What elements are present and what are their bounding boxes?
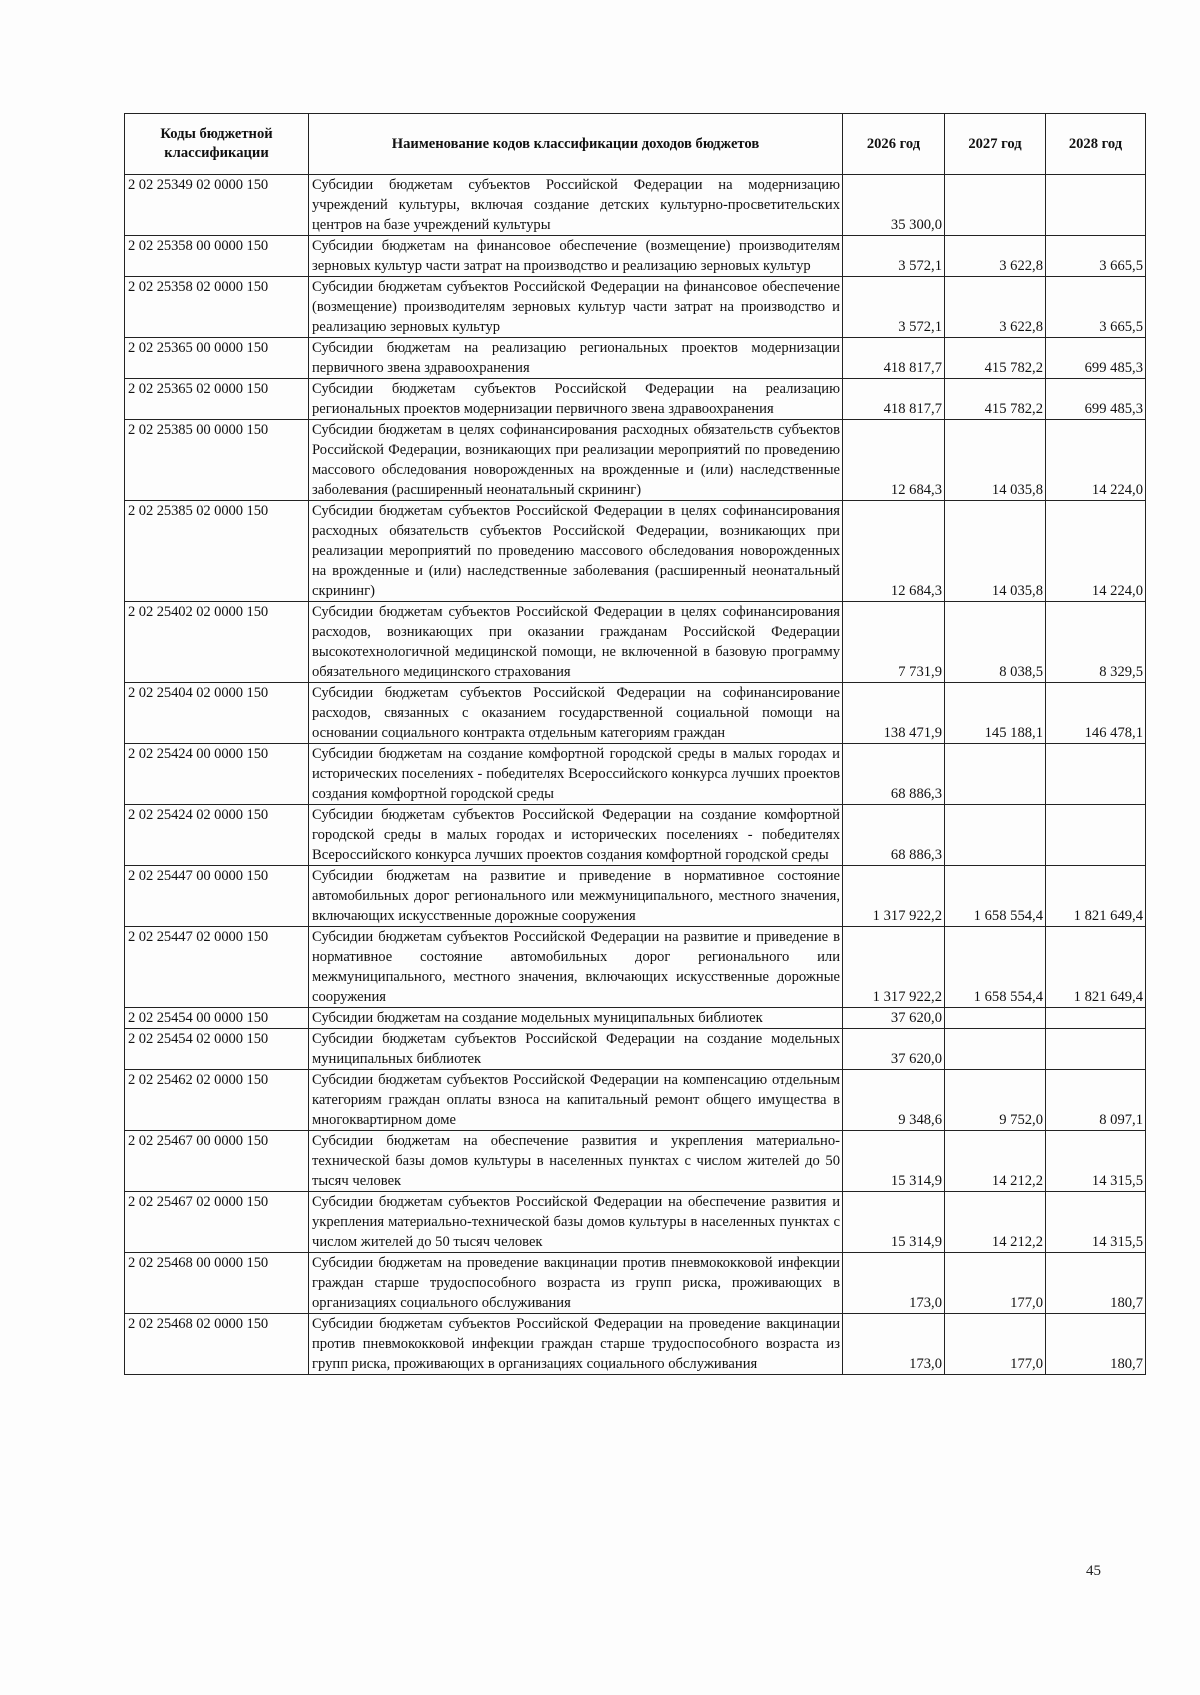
table-row [125,1314,1146,1375]
code-cell: 2 02 25468 02 0000 150 [125,1314,309,1375]
value-2028-cell: 14 315,5 [1046,1131,1146,1192]
table-row [125,338,1146,379]
value-2026-cell: 15 314,9 [843,1192,945,1253]
value-2026-cell: 3 572,1 [843,277,945,338]
name-cell: Субсидии бюджетам субъектов Российской Федерации на создание комфортной городской среды в малых городах и исторических поселениях - победителях Всероссийского конкурса лучших проектов создания комфортной городской среды [309,805,843,866]
value-2027-cell: 14 212,2 [945,1131,1046,1192]
header-2026: 2026 год [843,114,945,175]
table-row [125,805,1146,866]
name-cell: Субсидии бюджетам на развитие и приведение в нормативное состояние автомобильных дорог регионального или межмуниципального, местного значения, включающих искусственные дорожные сооружения [309,866,843,927]
value-2027-cell [945,744,1046,805]
table-row [125,277,1146,338]
value-2028-cell [1046,805,1146,866]
name-cell: Субсидии бюджетам в целях софинансирования расходных обязательств субъектов Российской Федерации, возникающих при реализации мероприятий по проведению массового обследования новорожденных на врожденные и (или) наследственные заболевания (расширенный неонатальный скрининг) [309,420,843,501]
value-2028-cell: 1 821 649,4 [1046,866,1146,927]
value-2026-cell: 68 886,3 [843,805,945,866]
table-row [125,602,1146,683]
table-row [125,744,1146,805]
table-row [125,420,1146,501]
value-2027-cell: 177,0 [945,1314,1046,1375]
value-2026-cell: 37 620,0 [843,1008,945,1029]
value-2027-cell: 1 658 554,4 [945,927,1046,1008]
name-cell: Субсидии бюджетам субъектов Российской Федерации в целях софинансирования расходных обязательств субъектов Российской Федерации, возникающих при реализации мероприятий по проведению массового обследования новорожденных на врожденные и (или) наследственные заболевания (расширенный неонатальный скрининг) [309,501,843,602]
value-2027-cell: 177,0 [945,1253,1046,1314]
table-row [125,236,1146,277]
table-row [125,1008,1146,1029]
name-cell: Субсидии бюджетам на проведение вакцинации против пневмококковой инфекции граждан старше трудоспособного возраста из групп риска, проживающих в организациях социального обслуживания [309,1253,843,1314]
value-2028-cell: 14 224,0 [1046,501,1146,602]
table-row [125,683,1146,744]
value-2028-cell [1046,744,1146,805]
header-2028: 2028 год [1046,114,1146,175]
table-row [125,1131,1146,1192]
code-cell: 2 02 25468 00 0000 150 [125,1253,309,1314]
value-2026-cell: 1 317 922,2 [843,866,945,927]
value-2027-cell: 3 622,8 [945,277,1046,338]
value-2026-cell: 9 348,6 [843,1070,945,1131]
name-cell: Субсидии бюджетам субъектов Российской Федерации на реализацию региональных проектов модернизации первичного звена здравоохранения [309,379,843,420]
value-2028-cell: 699 485,3 [1046,379,1146,420]
code-cell: 2 02 25404 02 0000 150 [125,683,309,744]
value-2026-cell: 35 300,0 [843,175,945,236]
table-row [125,866,1146,927]
value-2026-cell: 138 471,9 [843,683,945,744]
code-cell: 2 02 25365 02 0000 150 [125,379,309,420]
name-cell: Субсидии бюджетам на создание комфортной городской среды в малых городах и исторических поселениях - победителях Всероссийского конкурса лучших проектов создания комфортной городской среды [309,744,843,805]
name-cell: Субсидии бюджетам на реализацию региональных проектов модернизации первичного звена здравоохранения [309,338,843,379]
value-2027-cell [945,805,1046,866]
value-2027-cell [945,1029,1046,1070]
value-2028-cell: 180,7 [1046,1314,1146,1375]
code-cell: 2 02 25454 02 0000 150 [125,1029,309,1070]
value-2026-cell: 12 684,3 [843,501,945,602]
table-row [125,379,1146,420]
value-2028-cell: 146 478,1 [1046,683,1146,744]
code-cell: 2 02 25385 02 0000 150 [125,501,309,602]
code-cell: 2 02 25358 02 0000 150 [125,277,309,338]
table-row [125,1253,1146,1314]
header-2027: 2027 год [945,114,1046,175]
table-row [125,501,1146,602]
value-2027-cell: 9 752,0 [945,1070,1046,1131]
value-2026-cell: 418 817,7 [843,338,945,379]
table-row [125,1070,1146,1131]
value-2028-cell: 3 665,5 [1046,277,1146,338]
table-body [125,175,1146,1375]
value-2027-cell: 415 782,2 [945,379,1046,420]
value-2027-cell: 1 658 554,4 [945,866,1046,927]
header-code: Коды бюджетной классификации [125,114,309,175]
value-2026-cell: 418 817,7 [843,379,945,420]
code-cell: 2 02 25454 00 0000 150 [125,1008,309,1029]
code-cell: 2 02 25462 02 0000 150 [125,1070,309,1131]
code-cell: 2 02 25424 00 0000 150 [125,744,309,805]
value-2028-cell: 14 224,0 [1046,420,1146,501]
name-cell: Субсидии бюджетам субъектов Российской Федерации на создание модельных муниципальных библиотек [309,1029,843,1070]
name-cell: Субсидии бюджетам на создание модельных муниципальных библиотек [309,1008,843,1029]
table-row [125,175,1146,236]
value-2028-cell: 14 315,5 [1046,1192,1146,1253]
value-2028-cell: 699 485,3 [1046,338,1146,379]
value-2028-cell: 8 097,1 [1046,1070,1146,1131]
name-cell: Субсидии бюджетам субъектов Российской Федерации на компенсацию отдельным категориям граждан оплаты взноса на капитальный ремонт общего имущества в многоквартирном доме [309,1070,843,1131]
page-number: 45 [1086,1563,1101,1579]
budget-revenue-table [124,113,1146,1375]
value-2027-cell: 3 622,8 [945,236,1046,277]
value-2027-cell [945,175,1046,236]
header-name: Наименование кодов классификации доходов бюджетов [309,114,843,175]
value-2026-cell: 12 684,3 [843,420,945,501]
code-cell: 2 02 25349 02 0000 150 [125,175,309,236]
value-2028-cell [1046,1008,1146,1029]
value-2026-cell: 37 620,0 [843,1029,945,1070]
value-2026-cell: 173,0 [843,1253,945,1314]
table-row [125,1192,1146,1253]
table-row [125,1029,1146,1070]
code-cell: 2 02 25467 02 0000 150 [125,1192,309,1253]
value-2028-cell: 180,7 [1046,1253,1146,1314]
value-2027-cell: 145 188,1 [945,683,1046,744]
value-2026-cell: 7 731,9 [843,602,945,683]
value-2026-cell: 1 317 922,2 [843,927,945,1008]
value-2027-cell: 415 782,2 [945,338,1046,379]
value-2028-cell: 3 665,5 [1046,236,1146,277]
value-2028-cell [1046,1029,1146,1070]
value-2027-cell: 14 212,2 [945,1192,1046,1253]
name-cell: Субсидии бюджетам субъектов Российской Федерации в целях софинансирования расходов, возникающих при оказании гражданам Российской Федерации высокотехнологичной медицинской помощи, не включенной в базовую программу обязательного медицинского страхования [309,602,843,683]
code-cell: 2 02 25447 00 0000 150 [125,866,309,927]
name-cell: Субсидии бюджетам субъектов Российской Федерации на финансовое обеспечение (возмещение) производителям зерновых культур части затрат на производство и реализацию зерновых культур [309,277,843,338]
code-cell: 2 02 25424 02 0000 150 [125,805,309,866]
code-cell: 2 02 25365 00 0000 150 [125,338,309,379]
table-row [125,927,1146,1008]
value-2027-cell: 14 035,8 [945,420,1046,501]
code-cell: 2 02 25447 02 0000 150 [125,927,309,1008]
value-2028-cell: 8 329,5 [1046,602,1146,683]
code-cell: 2 02 25402 02 0000 150 [125,602,309,683]
name-cell: Субсидии бюджетам на обеспечение развития и укрепления материально-технической базы домов культуры в населенных пунктах с числом жителей до 50 тысяч человек [309,1131,843,1192]
value-2028-cell: 1 821 649,4 [1046,927,1146,1008]
code-cell: 2 02 25385 00 0000 150 [125,420,309,501]
name-cell: Субсидии бюджетам субъектов Российской Федерации на модернизацию учреждений культуры, включая создание детских культурно-просветительских центров на базе учреждений культуры [309,175,843,236]
value-2026-cell: 15 314,9 [843,1131,945,1192]
value-2026-cell: 3 572,1 [843,236,945,277]
table-header-row [125,114,1146,175]
value-2028-cell [1046,175,1146,236]
code-cell: 2 02 25358 00 0000 150 [125,236,309,277]
value-2026-cell: 68 886,3 [843,744,945,805]
value-2027-cell: 14 035,8 [945,501,1046,602]
name-cell: Субсидии бюджетам субъектов Российской Федерации на обеспечение развития и укрепления материально-технической базы домов культуры в населенных пунктах с числом жителей до 50 тысяч человек [309,1192,843,1253]
name-cell: Субсидии бюджетам субъектов Российской Федерации на софинансирование расходов, связанных с оказанием государственной социальной помощи на основании социального контракта отдельным категориям граждан [309,683,843,744]
code-cell: 2 02 25467 00 0000 150 [125,1131,309,1192]
value-2027-cell: 8 038,5 [945,602,1046,683]
name-cell: Субсидии бюджетам на финансовое обеспечение (возмещение) производителям зерновых культур части затрат на производство и реализацию зерновых культур [309,236,843,277]
value-2027-cell [945,1008,1046,1029]
name-cell: Субсидии бюджетам субъектов Российской Федерации на проведение вакцинации против пневмококковой инфекции граждан старше трудоспособного возраста из групп риска, проживающих в организациях социального обслуживания [309,1314,843,1375]
value-2026-cell: 173,0 [843,1314,945,1375]
name-cell: Субсидии бюджетам субъектов Российской Федерации на развитие и приведение в нормативное состояние автомобильных дорог регионального или межмуниципального, местного значения, включающих искусственные дорожные сооружения [309,927,843,1008]
